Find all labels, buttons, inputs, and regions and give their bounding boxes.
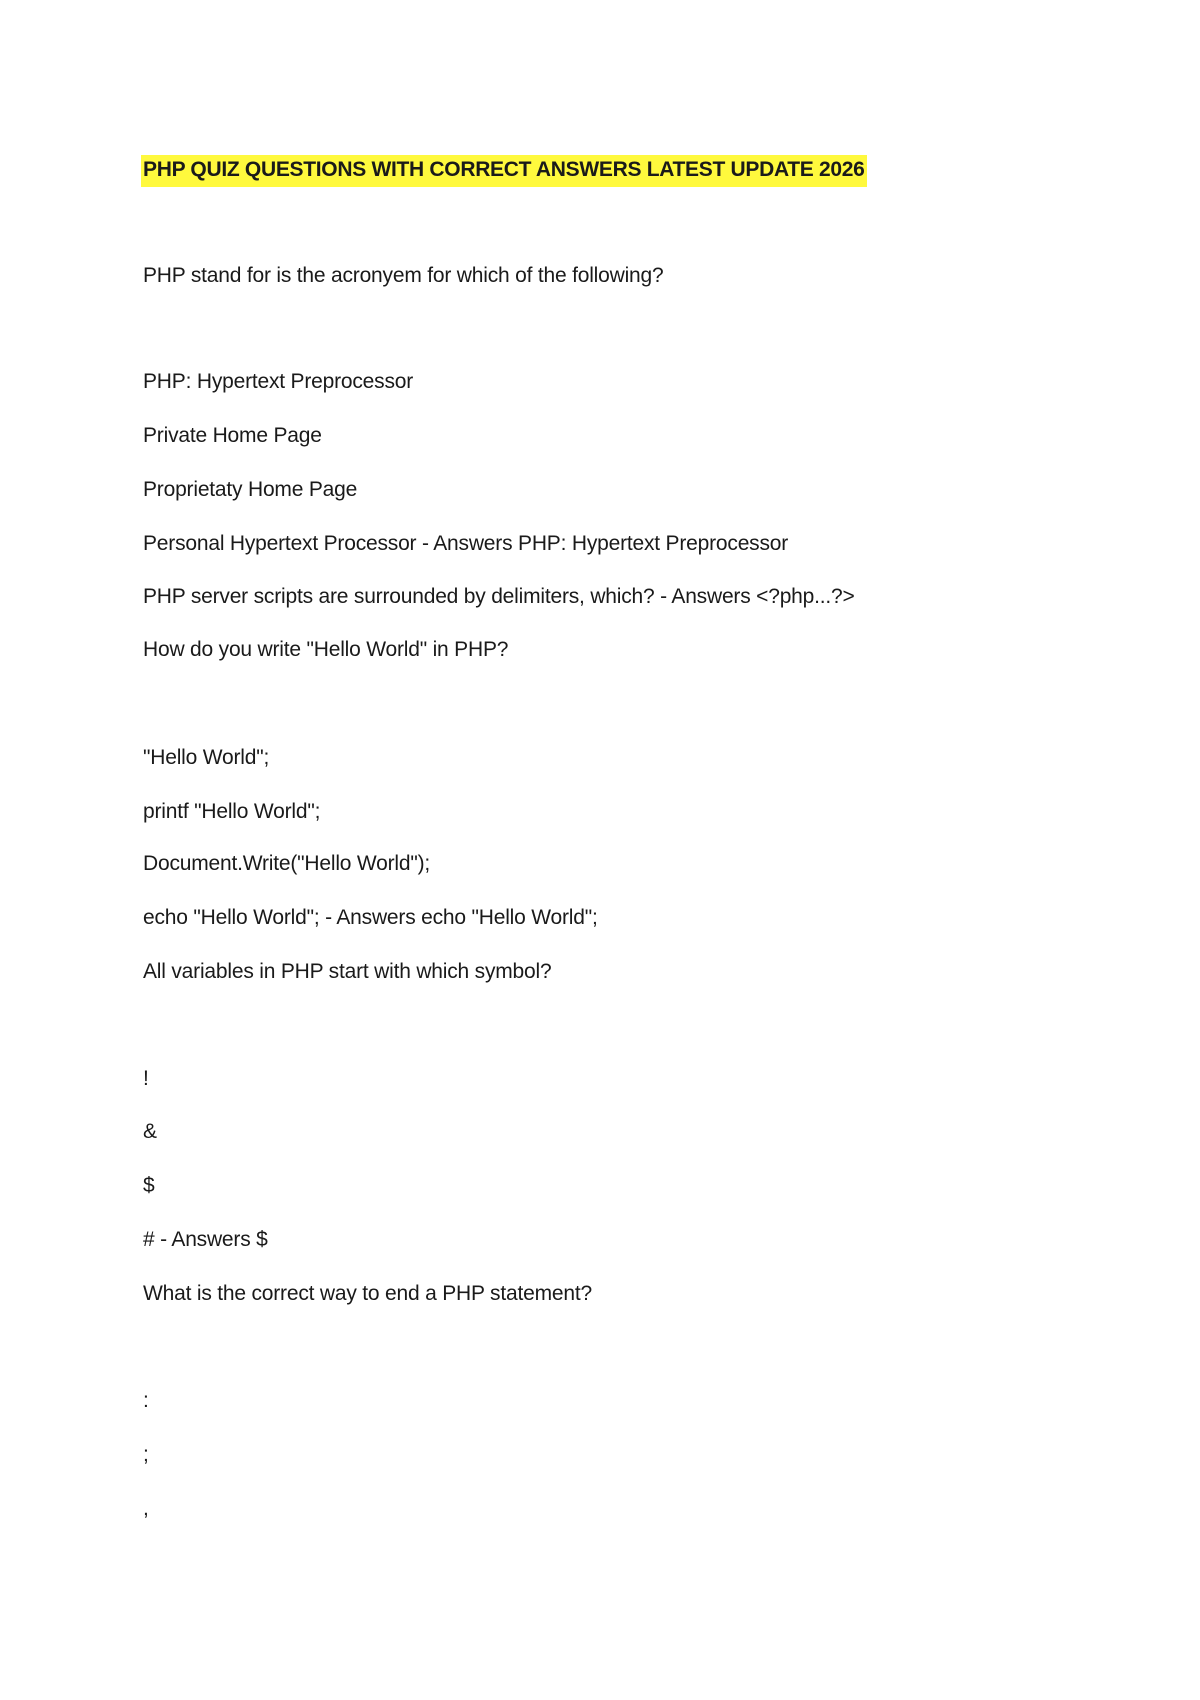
answer-option: & <box>143 1120 157 1143</box>
answer-option: echo "Hello World"; - Answers echo "Hello World"; <box>143 906 598 929</box>
answer-option: ; <box>143 1443 149 1466</box>
question-text: PHP server scripts are surrounded by delimiters, which? - Answers <?php...?> <box>143 585 855 608</box>
answer-option: PHP: Hypertext Preprocessor <box>143 370 414 393</box>
answer-option: Proprietaty Home Page <box>143 478 358 501</box>
answer-option: : <box>143 1389 149 1412</box>
document-title: PHP QUIZ QUESTIONS WITH CORRECT ANSWERS LATEST UPDATE 2026 <box>141 155 867 187</box>
question-text: All variables in PHP start with which symbol? <box>143 960 552 983</box>
question-text: How do you write "Hello World" in PHP? <box>143 638 509 661</box>
question-text: What is the correct way to end a PHP statement? <box>143 1282 592 1305</box>
answer-option: printf "Hello World"; <box>143 800 321 823</box>
answer-option: Personal Hypertext Processor - Answers PHP: Hypertext Preprocessor <box>143 532 789 555</box>
answer-option: "Hello World"; <box>143 746 270 769</box>
answer-option: ! <box>143 1067 149 1090</box>
answer-option: # - Answers $ <box>143 1228 268 1251</box>
answer-option: $ <box>143 1174 155 1197</box>
answer-option: , <box>143 1497 149 1520</box>
answer-option: Private Home Page <box>143 424 322 447</box>
answer-option: Document.Write("Hello World"); <box>143 852 431 875</box>
question-text: PHP stand for is the acronyem for which of the following? <box>143 264 664 287</box>
